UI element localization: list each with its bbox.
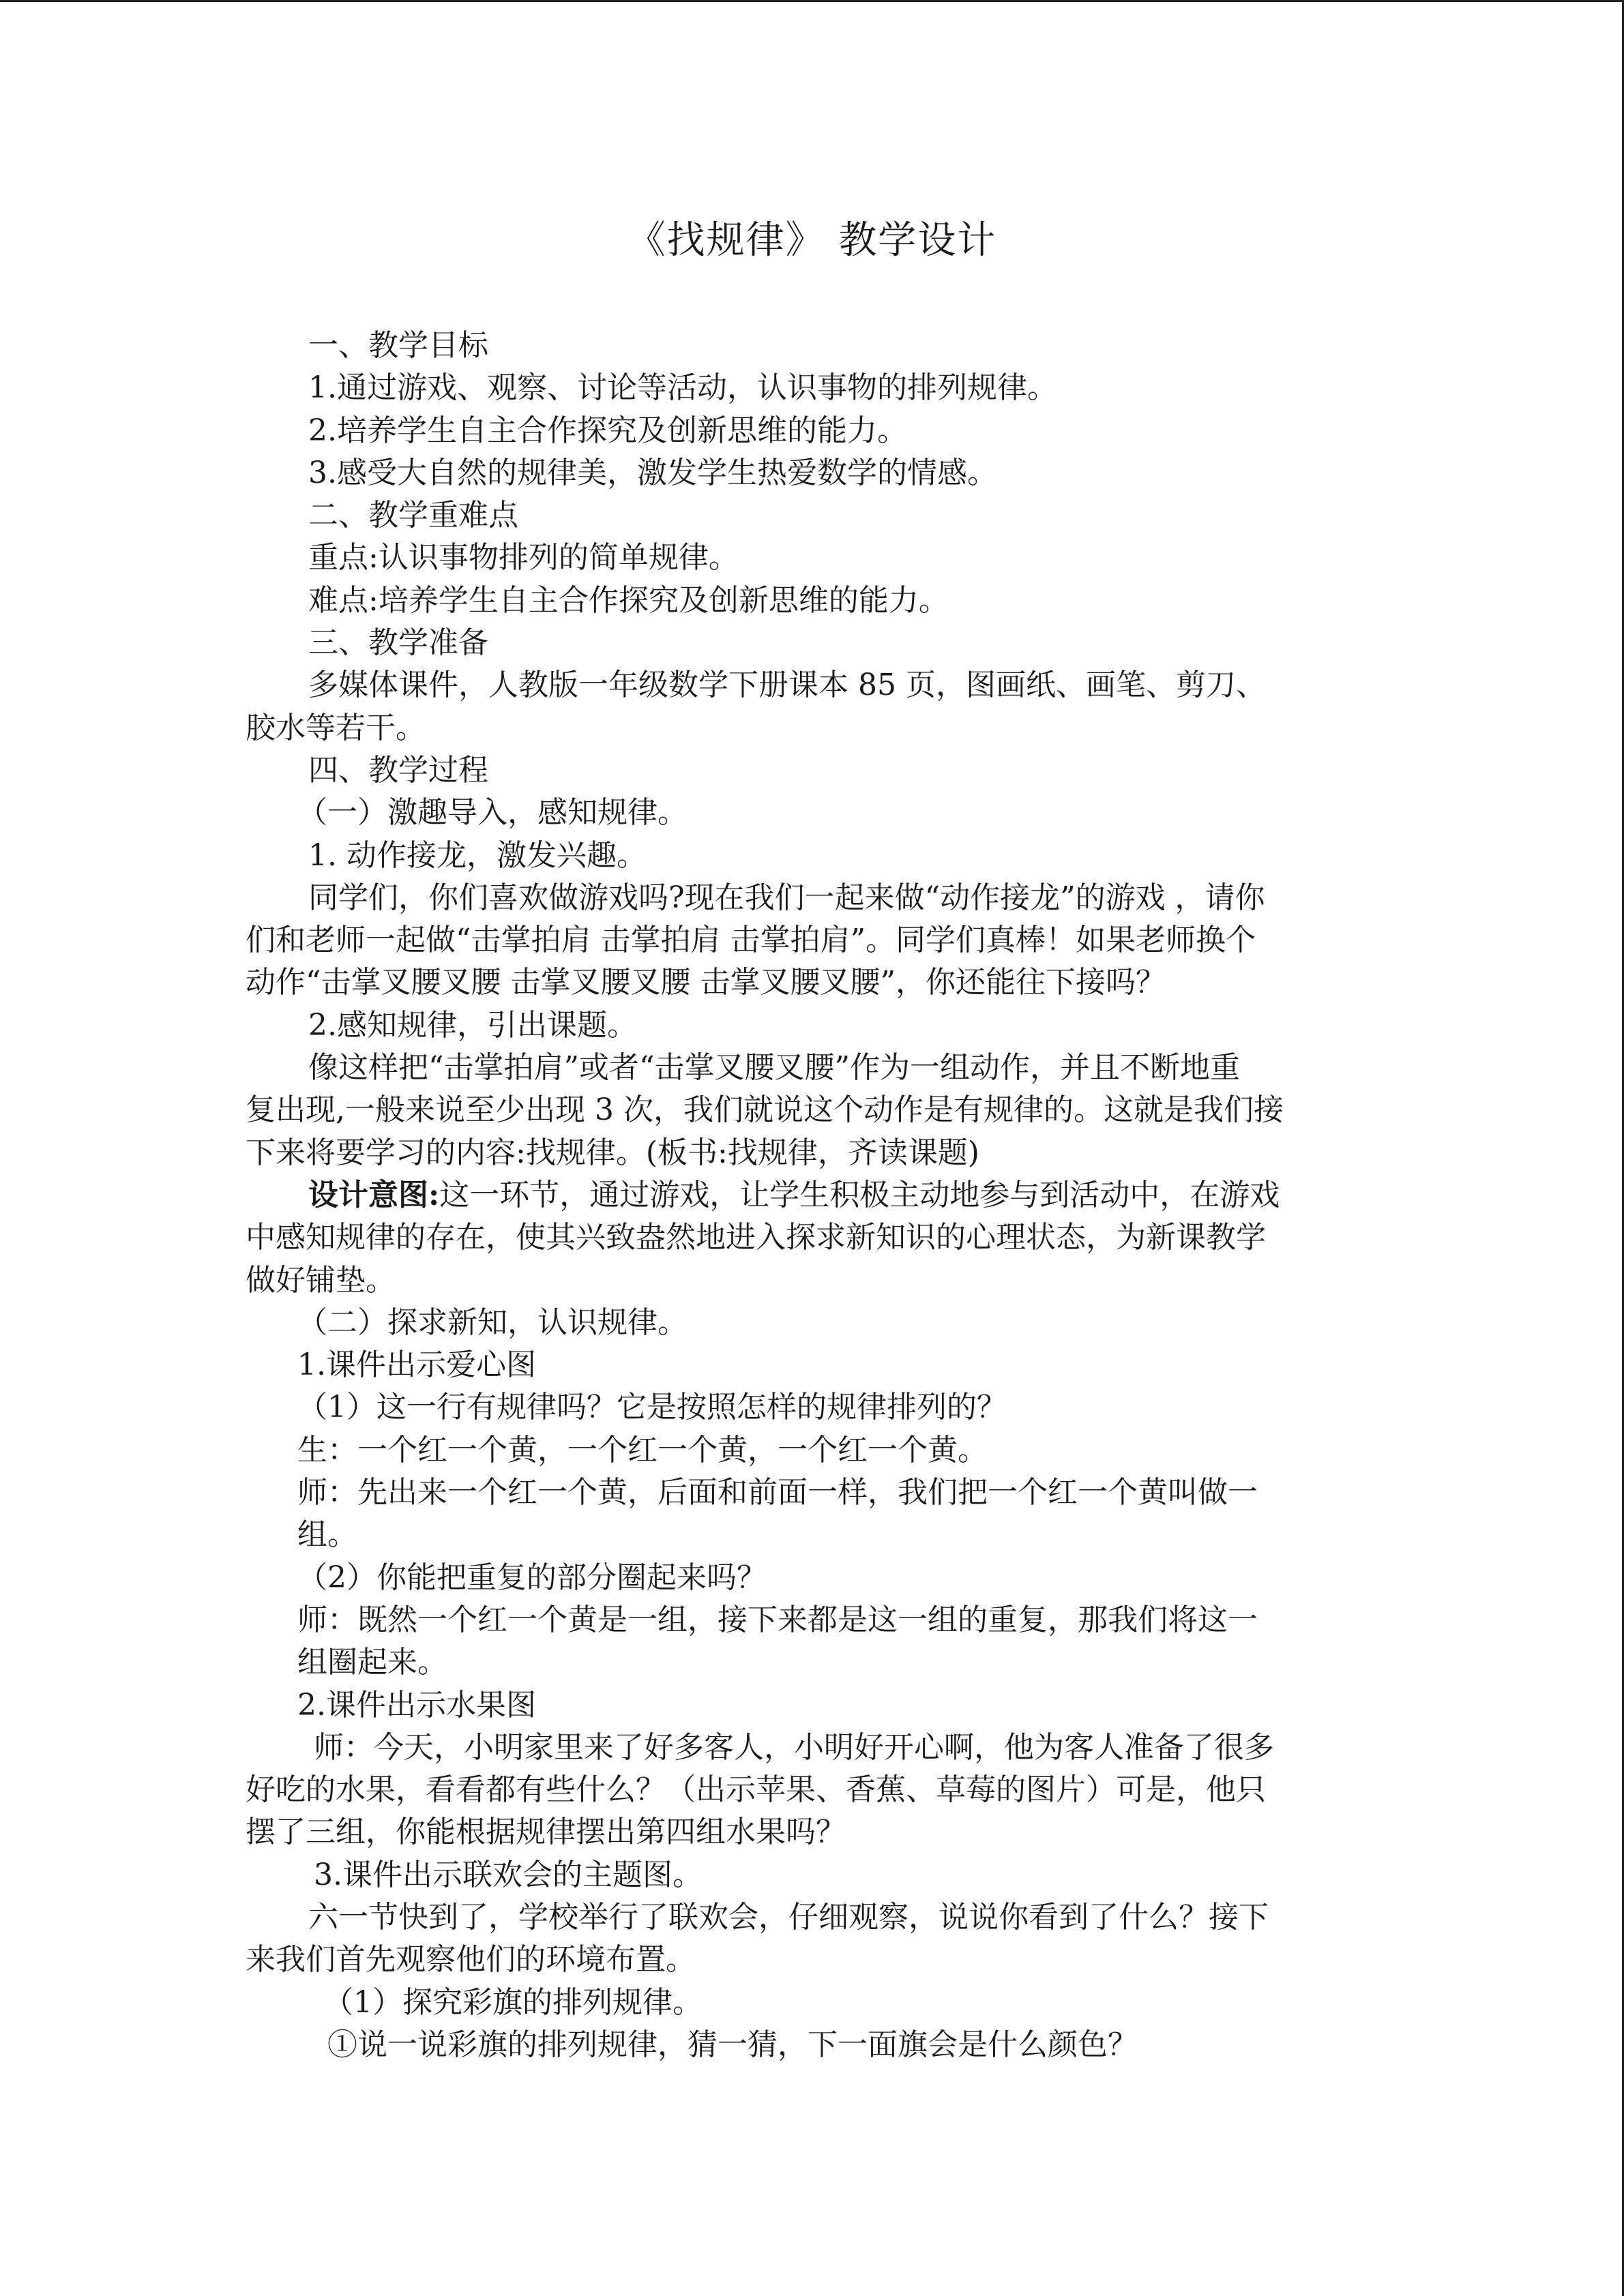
paragraph-line: 同学们，你们喜欢做游戏吗?现在我们一起来做“动作接龙”的游戏 ，请你	[308, 880, 1265, 915]
section-heading: 四、教学过程	[308, 752, 488, 788]
design-intent-text: 这一环节，通过游戏，让学生积极主动地参与到活动中，在游戏	[439, 1177, 1280, 1212]
paragraph-line: 2.感知规律，引出课题。	[308, 1007, 637, 1043]
paragraph-line: 来我们首先观察他们的环境布置。	[246, 1942, 696, 1978]
paragraph-line: 2.培养学生自主合作探究及创新思维的能力。	[308, 413, 907, 448]
document-body	[246, 325, 1385, 2066]
paragraph-line: 生：一个红一个黄，一个红一个黄，一个红一个黄。	[297, 1432, 988, 1467]
paragraph-line: 六一节快到了，学校举行了联欢会，仔细观察，说说你看到了什么？接下	[308, 1899, 1269, 1935]
subsection-heading: （一）激趣导入，感知规律。	[297, 795, 688, 831]
design-intent-line	[246, 1174, 1385, 1217]
paragraph-line: 难点:培养学生自主合作探究及创新思维的能力。	[308, 582, 949, 618]
paragraph-line: 2.课件出示水果图	[297, 1687, 536, 1723]
paragraph-line: 多媒体课件，人教版一年级数学下册课本 85 页，图画纸、画笔、剪刀、	[308, 668, 1266, 703]
paragraph-line: 重点:认识事物排列的简单规律。	[308, 540, 739, 576]
paragraph-line: （1）这一行有规律吗？它是按照怎样的规律排列的？	[297, 1390, 1007, 1425]
paragraph-line: 1.课件出示爱心图	[297, 1347, 536, 1383]
design-intent-label: 设计意图:	[308, 1177, 440, 1212]
paragraph-line: 3.课件出示联欢会的主题图。	[314, 1857, 703, 1892]
paragraph-line: 师：既然一个红一个黄是一组，接下来都是这一组的重复，那我们将这一	[297, 1602, 1258, 1637]
paragraph-line: （2）你能把重复的部分圈起来吗？	[297, 1560, 767, 1595]
paragraph-line: 下来将要学习的内容:找规律。(板书:找规律，齐读课题)	[246, 1135, 979, 1170]
paragraph-line: 像这样把“击掌拍肩”或者“击掌叉腰叉腰”作为一组动作，并且不断地重	[308, 1050, 1240, 1086]
paragraph-line: 3.感受大自然的规律美，激发学生热爱数学的情感。	[308, 455, 997, 490]
paragraph-line: 好吃的水果，看看都有些什么？（出示苹果、香蕉、草莓的图片）可是，他只	[246, 1772, 1266, 1808]
paragraph-line: 动作“击掌叉腰叉腰 击掌叉腰叉腰 击掌叉腰叉腰”，你还能往下接吗？	[246, 965, 1166, 1000]
paragraph-line: ①说一说彩旗的排列规律，猜一猜，下一面旗会是什么颜色？	[327, 2027, 1138, 2062]
paragraph-line: 师：先出来一个红一个黄，后面和前面一样，我们把一个红一个黄叫做一	[297, 1475, 1258, 1510]
paragraph-line: 做好铺垫。	[246, 1262, 396, 1298]
section-heading: 二、教学重难点	[308, 498, 518, 533]
document-title: 《找规律》 教学设计	[627, 218, 997, 263]
paragraph-line: 中感知规律的存在，使其兴致盎然地进入探求新知识的心理状态，为新课教学	[246, 1220, 1266, 1255]
paragraph-line: 1. 动作接龙，激发兴趣。	[308, 837, 647, 873]
paragraph-line: 1.通过游戏、观察、讨论等活动，认识事物的排列规律。	[308, 370, 1057, 406]
paragraph-line: 组。	[297, 1517, 357, 1553]
paragraph-line: 摆了三组，你能根据规律摆出第四组水果吗？	[246, 1815, 846, 1850]
paragraph-line: 胶水等若干。	[246, 710, 426, 745]
section-heading: 三、教学准备	[308, 625, 488, 661]
paragraph-line: 师：今天，小明家里来了好多客人，小明好开心啊，他为客人准备了很多	[314, 1729, 1274, 1765]
paragraph-line: 们和老师一起做“击掌拍肩 击掌拍肩 击掌拍肩”。同学们真棒！如果老师换个	[246, 923, 1256, 958]
subsection-heading: （二）探求新知，认识规律。	[297, 1304, 688, 1340]
paragraph-line: 复出现,一般来说至少出现 3 次，我们就说这个动作是有规律的。这就是我们接	[246, 1092, 1284, 1128]
section-heading: 一、教学目标	[308, 328, 488, 363]
paragraph-line: （1）探究彩旗的排列规律。	[323, 1984, 703, 2020]
paragraph-line: 组圈起来。	[297, 1645, 447, 1680]
